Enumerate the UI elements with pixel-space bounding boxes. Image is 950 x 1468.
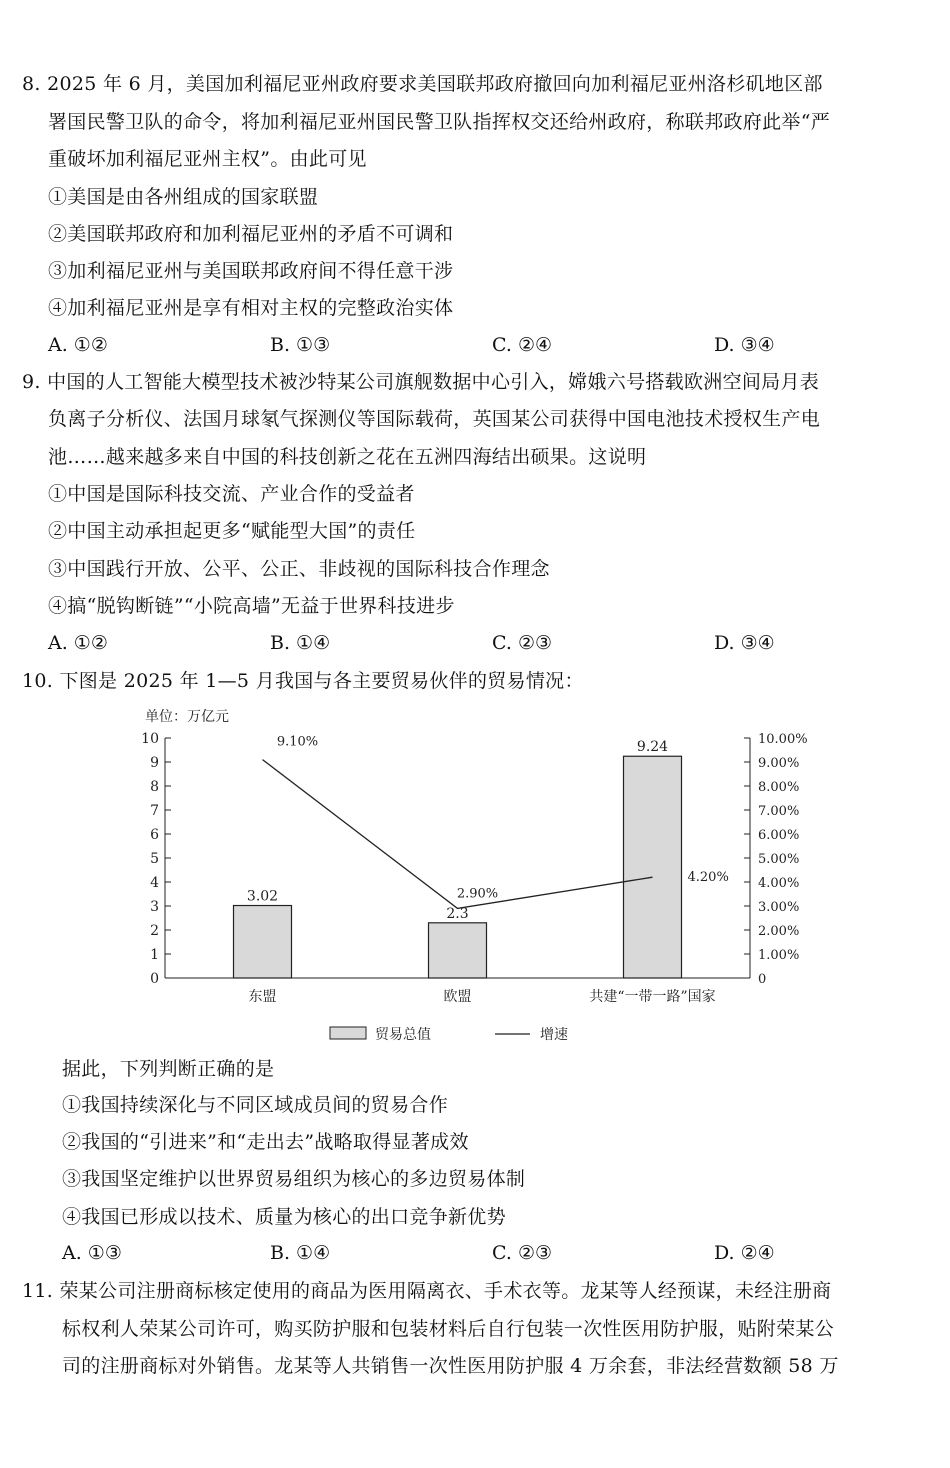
q9-item-4: ④搞“脱钩断链”“小院高墙”无益于世界科技进步 <box>48 595 455 617</box>
trade-chart <box>130 700 830 1060</box>
q9-stem-line-1: 9. 中国的人工智能大模型技术被沙特某公司旗舰数据中心引入，嫦娥六号搭载欧洲空间局月表 <box>22 371 820 393</box>
bar-label-3: 9.24 <box>636 739 669 756</box>
q10-option-b: B. ①④ <box>270 1242 331 1264</box>
q9-option-b: B. ①④ <box>270 632 331 654</box>
q8-item-2: ②美国联邦政府和加利福尼亚州的矛盾不可调和 <box>48 223 454 245</box>
y-tick-label: 6 <box>150 827 159 843</box>
q10-option-a: A. ①③ <box>62 1242 122 1264</box>
q9-option-c: C. ②③ <box>492 632 553 654</box>
bar-2 <box>429 923 487 978</box>
q11-stem-line-3: 司的注册商标对外销售。龙某等人共销售一次性医用防护服 4 万余套，非法经营数额 58 万 <box>62 1355 839 1377</box>
y2-tick-label: 1.00% <box>758 948 800 963</box>
y-tick-label: 1 <box>150 947 159 963</box>
legend-bar-label: 贸易总值 <box>375 1027 431 1043</box>
q10-option-c: C. ②③ <box>492 1242 553 1264</box>
q11-stem-line-2: 标权利人荣某公司许可，购买防护服和包装材料后自行包装一次性医用防护服，贴附荣某公 <box>62 1318 835 1340</box>
q9-stem-line-3: 池……越来越多来自中国的科技创新之花在五洲四海结出硕果。这说明 <box>48 446 647 468</box>
y-tick-label: 9 <box>150 755 159 771</box>
q9-option-d: D. ③④ <box>714 632 775 654</box>
y-tick-label: 7 <box>150 803 159 819</box>
q10-stem: 10. 下图是 2025 年 1—5 月我国与各主要贸易伙伴的贸易情况： <box>22 670 584 692</box>
q10-item-1: ①我国持续深化与不同区域成员间的贸易合作 <box>62 1094 449 1116</box>
q10-item-2: ②我国的“引进来”和“走出去”战略取得显著成效 <box>62 1131 469 1153</box>
q8-item-4: ④加利福尼亚州是享有相对主权的完整政治实体 <box>48 297 454 319</box>
y2-tick-label: 9.00% <box>758 756 800 771</box>
y2-tick-label: 8.00% <box>758 780 800 795</box>
growth-label-1: 9.10% <box>276 734 319 750</box>
q8-stem-line-1: 8. 2025 年 6 月，美国加利福尼亚州政府要求美国联邦政府撤回向加利福尼亚州洛杉矶地区部 <box>22 73 823 95</box>
y2-tick-label: 4.00% <box>758 876 800 891</box>
q10-option-d: D. ②④ <box>714 1242 775 1264</box>
q8-option-c: C. ②④ <box>492 334 553 356</box>
bar-3 <box>624 756 682 978</box>
q11-stem-line-1: 11. 荣某公司注册商标核定使用的商品为医用隔离衣、手术衣等。龙某等人经预谋，未经注册商 <box>22 1280 832 1302</box>
y2-tick-label: 7.00% <box>758 804 800 819</box>
q8-option-b: B. ①③ <box>270 334 331 356</box>
growth-label-3: 4.20% <box>687 870 729 886</box>
q8-option-a: A. ①② <box>48 334 108 356</box>
q8-item-1: ①美国是由各州组成的国家联盟 <box>48 186 319 208</box>
q9-option-a: A. ①② <box>48 632 108 654</box>
x-category-label-3: 共建“一带一路”国家 <box>589 989 716 1005</box>
bar-label-2: 2.3 <box>446 905 469 922</box>
x-category-label-1: 东盟 <box>248 989 277 1005</box>
y2-tick-label: 5.00% <box>758 852 800 867</box>
y-tick-label: 2 <box>150 923 159 939</box>
q9-stem-line-2: 负离子分析仪、法国月球氡气探测仪等国际载荷，英国某公司获得中国电池技术授权生产电 <box>48 408 821 430</box>
y2-tick-label: 10.00% <box>758 732 808 747</box>
x-category-label-2: 欧盟 <box>443 989 472 1005</box>
q8-item-3: ③加利福尼亚州与美国联邦政府间不得任意干涉 <box>48 260 454 282</box>
y2-tick-label: 0 <box>758 972 767 987</box>
growth-label-2: 2.90% <box>456 886 499 902</box>
q8-stem-line-3: 重破坏加利福尼亚州主权”。由此可见 <box>48 148 367 170</box>
y-tick-label: 4 <box>150 875 159 891</box>
q9-item-3: ③中国践行开放、公平、公正、非歧视的国际科技合作理念 <box>48 558 550 580</box>
y-tick-label: 0 <box>150 971 159 987</box>
q10-item-3: ③我国坚定维护以世界贸易组织为核心的多边贸易体制 <box>62 1168 526 1190</box>
bar-1 <box>234 906 292 978</box>
q8-stem-line-2: 署国民警卫队的命令，将加利福尼亚州国民警卫队指挥权交还给州政府，称联邦政府此举“严 <box>48 111 831 133</box>
y-tick-label: 3 <box>150 899 159 915</box>
y-tick-label: 5 <box>150 851 159 867</box>
chart-unit-label: 单位：万亿元 <box>145 709 229 725</box>
y-tick-label: 8 <box>150 779 159 795</box>
y2-tick-label: 2.00% <box>758 924 800 939</box>
legend-line-label: 增速 <box>540 1027 568 1043</box>
q8-option-d: D. ③④ <box>714 334 775 356</box>
bar-label-1: 3.02 <box>246 888 279 905</box>
y2-tick-label: 6.00% <box>758 828 800 843</box>
q10-question: 据此，下列判断正确的是 <box>62 1058 275 1080</box>
y-tick-label: 10 <box>141 731 159 747</box>
q9-item-1: ①中国是国际科技交流、产业合作的受益者 <box>48 483 415 505</box>
y2-tick-label: 3.00% <box>758 900 800 915</box>
legend-bar-swatch <box>330 1027 366 1039</box>
q10-item-4: ④我国已形成以技术、质量为核心的出口竞争新优势 <box>62 1206 506 1228</box>
q9-item-2: ②中国主动承担起更多“赋能型大国”的责任 <box>48 520 416 542</box>
